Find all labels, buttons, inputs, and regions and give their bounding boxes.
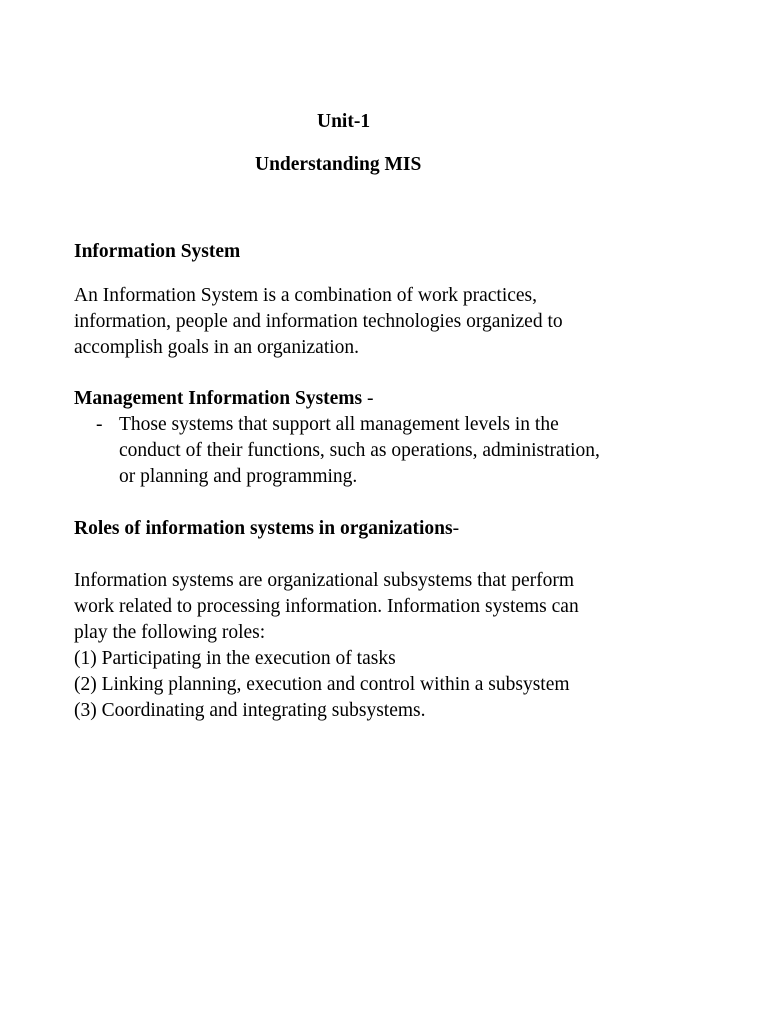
paragraph-line: work related to processing information. Information systems can <box>74 596 579 617</box>
paragraph-line: An Information System is a combination of work practices, <box>74 285 538 306</box>
bullet-line: conduct of their functions, such as operations, administration, <box>119 440 600 461</box>
heading-information-system: Information System <box>74 241 241 262</box>
bullet-line: or planning and programming. <box>119 466 358 487</box>
paragraph-line: Information systems are organizational subsystems that perform <box>74 570 575 591</box>
heading-mis: Management Information Systems <box>74 388 363 409</box>
heading-roles: Roles of information systems in organizations <box>74 518 453 539</box>
unit-label: Unit-1 <box>317 111 371 132</box>
heading-roles-suffix: - <box>452 518 460 539</box>
heading-mis-line <box>74 386 374 412</box>
role-list-item: (1) Participating in the execution of tasks <box>74 648 396 669</box>
heading-roles-line <box>74 516 459 542</box>
role-list-item: (3) Coordinating and integrating subsystems. <box>74 700 426 721</box>
heading-mis-suffix: - <box>362 388 374 409</box>
document-title: Understanding MIS <box>255 154 422 175</box>
paragraph-line: accomplish goals in an organization. <box>74 337 360 358</box>
paragraph-line: play the following roles: <box>74 622 266 643</box>
role-list-item: (2) Linking planning, execution and control within a subsystem <box>74 674 570 695</box>
paragraph-line: information, people and information technologies organized to <box>74 311 563 332</box>
bullet-dash: - <box>96 414 103 435</box>
bullet-line: Those systems that support all management levels in the <box>119 414 559 435</box>
